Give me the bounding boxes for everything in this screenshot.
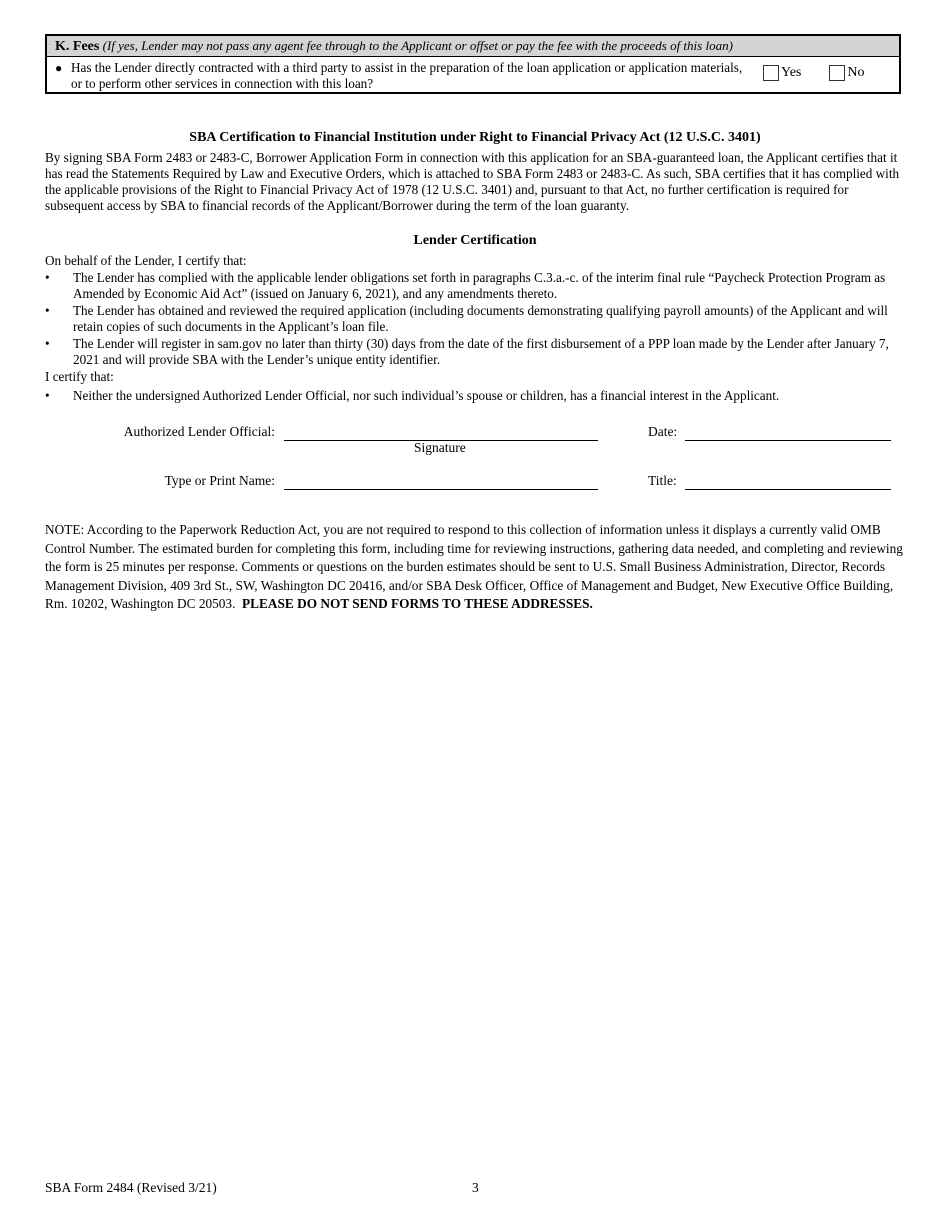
privacy-body: By signing SBA Form 2483 or 2483-C, Borrower Application Form in connection with this application for an SBA-guaranteed loan, the Applicant certifies that it has read the Statements Required by Law and Executive Orders, which is attached to SBA Form 2483 or 2483-C. As such, SBA certifies that it has complied with the applicable provisions of the Right to Financial Privacy Act of 1978 (12 U.S.C. 3401) and, pursuant to that Act, no further certification is required for subsequent access by SBA to financial records of the Applicant/Borrower during the term of the loan guaranty. [45, 150, 900, 213]
fees-section [45, 34, 901, 94]
fees-instruction: (If yes, Lender may not pass any agent fee through to the Applicant or offset or pay the fee with the proceeds of this loan) [102, 38, 733, 53]
title-line[interactable] [685, 473, 891, 490]
official-signature-line[interactable] [284, 424, 598, 441]
lender-item [45, 270, 905, 303]
yes-checkbox[interactable] [763, 65, 779, 81]
fees-question: Has the Lender directly contracted with a third party to assist in the preparation of the loan application or application materials, or to perform other services in connection with this loan? [71, 60, 743, 91]
print-name-line[interactable] [284, 473, 598, 490]
lender-certification [45, 253, 905, 405]
footer-page-number: 3 [472, 1180, 479, 1195]
privacy-title: SBA Certification to Financial Institution under Right to Financial Privacy Act (12 U.S.C. 3401) [189, 130, 761, 145]
fees-options [763, 65, 865, 81]
no-label: No [847, 65, 865, 80]
signature-row-name [45, 473, 905, 493]
date-line[interactable] [685, 424, 891, 441]
lender-title: Lender Certification [413, 233, 537, 248]
title-label: Title: [648, 473, 677, 488]
name-label: Type or Print Name: [164, 473, 275, 488]
signature-row-official [45, 424, 905, 444]
bullet-icon: • [45, 269, 50, 285]
official-label: Authorized Lender Official: [123, 424, 275, 439]
lender-intro: On behalf of the Lender, I certify that: [45, 253, 247, 268]
fees-label: K. Fees [55, 39, 100, 54]
yes-label: Yes [781, 65, 802, 80]
lender-item-text: Neither the undersigned Authorized Lender Official, nor such individual’s spouse or children, has a financial interest in the Applicant. [73, 388, 780, 403]
fees-question-row [47, 57, 899, 92]
paperwork-note [45, 521, 907, 614]
lender-item [45, 336, 905, 369]
date-label: Date: [648, 424, 678, 439]
lender-item [45, 303, 905, 336]
lender-intro-2: I certify that: [45, 368, 114, 384]
bullet-icon: ● [55, 61, 63, 75]
bullet-icon: • [45, 335, 50, 351]
fees-header [47, 36, 899, 57]
lender-item-text: The Lender has obtained and reviewed the required application (including documents demonstrating qualifying payroll amounts) of the Applicant and will retain copies of such documents in the Applicant’s loan file. [73, 302, 888, 334]
lender-item-text: The Lender has complied with the applicable lender obligations set forth in paragraphs C.3.a.-c. of the interim final rule “Paycheck Protection Program as Amended by Economic Aid Act” (issued on January 6, 2021), and any amendments thereto. [73, 269, 886, 301]
note-text: NOTE: According to the Paperwork Reduction Act, you are not required to respond to this collection of information unless it displays a currently valid OMB Control Number. The estimated burden for completing this form, including time for reviewing instructions, gathering data needed, and completing and reviewing the form is 25 minutes per response. Comments or questions on the burden estimates should be sent to U.S. Small Business Administration, Director, Records Management Division, 409 3rd St., SW, Washington DC 20416, and/or SBA Desk Officer, Office of Management and Budget, New Executive Office Building, Rm. 10202, Washington DC 20503. [45, 522, 903, 611]
bullet-icon: • [45, 388, 50, 403]
footer-form-id: SBA Form 2484 (Revised 3/21) [45, 1180, 217, 1195]
signature-caption: Signature [414, 440, 466, 455]
bullet-icon: • [45, 302, 50, 318]
lender-item-text: The Lender will register in sam.gov no later than thirty (30) days from the date of the first disbursement of a PPP loan made by the Lender after January 7, 2021 and will provide SBA with the Lender’s unique entity identifier. [73, 335, 889, 367]
no-checkbox[interactable] [829, 65, 845, 81]
lender-item [45, 388, 905, 405]
page-content [45, 34, 905, 611]
note-emphasis: PLEASE DO NOT SEND FORMS TO THESE ADDRESSES. [242, 596, 593, 611]
